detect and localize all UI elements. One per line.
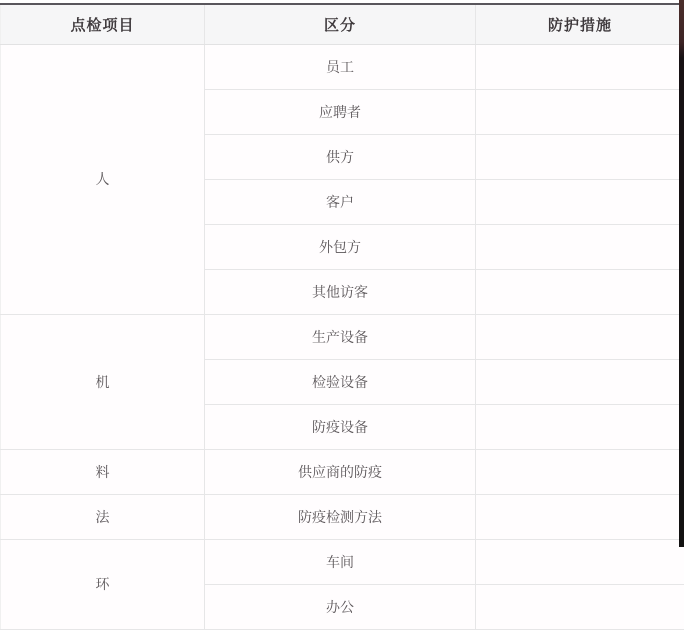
category-cell: 客户: [205, 179, 476, 224]
item-cell-material: 料: [1, 449, 205, 494]
header-cell-protective-measures: 防护措施: [476, 4, 684, 44]
measure-cell: [476, 44, 684, 89]
item-cell-environment: 环: [1, 539, 205, 629]
category-cell: 生产设备: [205, 314, 476, 359]
inspection-table: [0, 3, 684, 630]
category-cell: 办公: [205, 584, 476, 629]
measure-cell: [476, 404, 684, 449]
inspection-table-container: [0, 3, 684, 630]
measure-cell: [476, 359, 684, 404]
measure-cell: [476, 539, 684, 584]
measure-cell: [476, 179, 684, 224]
header-cell-inspection-item: 点检项目: [1, 4, 205, 44]
item-cell-person: 人: [1, 44, 205, 314]
category-cell: 防疫设备: [205, 404, 476, 449]
item-cell-machine: 机: [1, 314, 205, 449]
table-row: [1, 494, 684, 539]
table-row: [1, 449, 684, 494]
image-edge-strip: [679, 0, 684, 547]
measure-cell: [476, 449, 684, 494]
category-cell: 供方: [205, 134, 476, 179]
table-row: [1, 44, 684, 89]
header-cell-category: 区分: [205, 4, 476, 44]
table-row: [1, 539, 684, 584]
measure-cell: [476, 269, 684, 314]
category-cell: 检验设备: [205, 359, 476, 404]
category-cell: 员工: [205, 44, 476, 89]
category-cell: 外包方: [205, 224, 476, 269]
item-cell-method: 法: [1, 494, 205, 539]
measure-cell: [476, 224, 684, 269]
measure-cell: [476, 134, 684, 179]
measure-cell: [476, 584, 684, 629]
measure-cell: [476, 314, 684, 359]
category-cell: 应聘者: [205, 89, 476, 134]
category-cell: 其他访客: [205, 269, 476, 314]
category-cell: 供应商的防疫: [205, 449, 476, 494]
table-header-row: [1, 4, 684, 44]
measure-cell: [476, 89, 684, 134]
table-row: [1, 314, 684, 359]
category-cell: 防疫检测方法: [205, 494, 476, 539]
measure-cell: [476, 494, 684, 539]
category-cell: 车间: [205, 539, 476, 584]
